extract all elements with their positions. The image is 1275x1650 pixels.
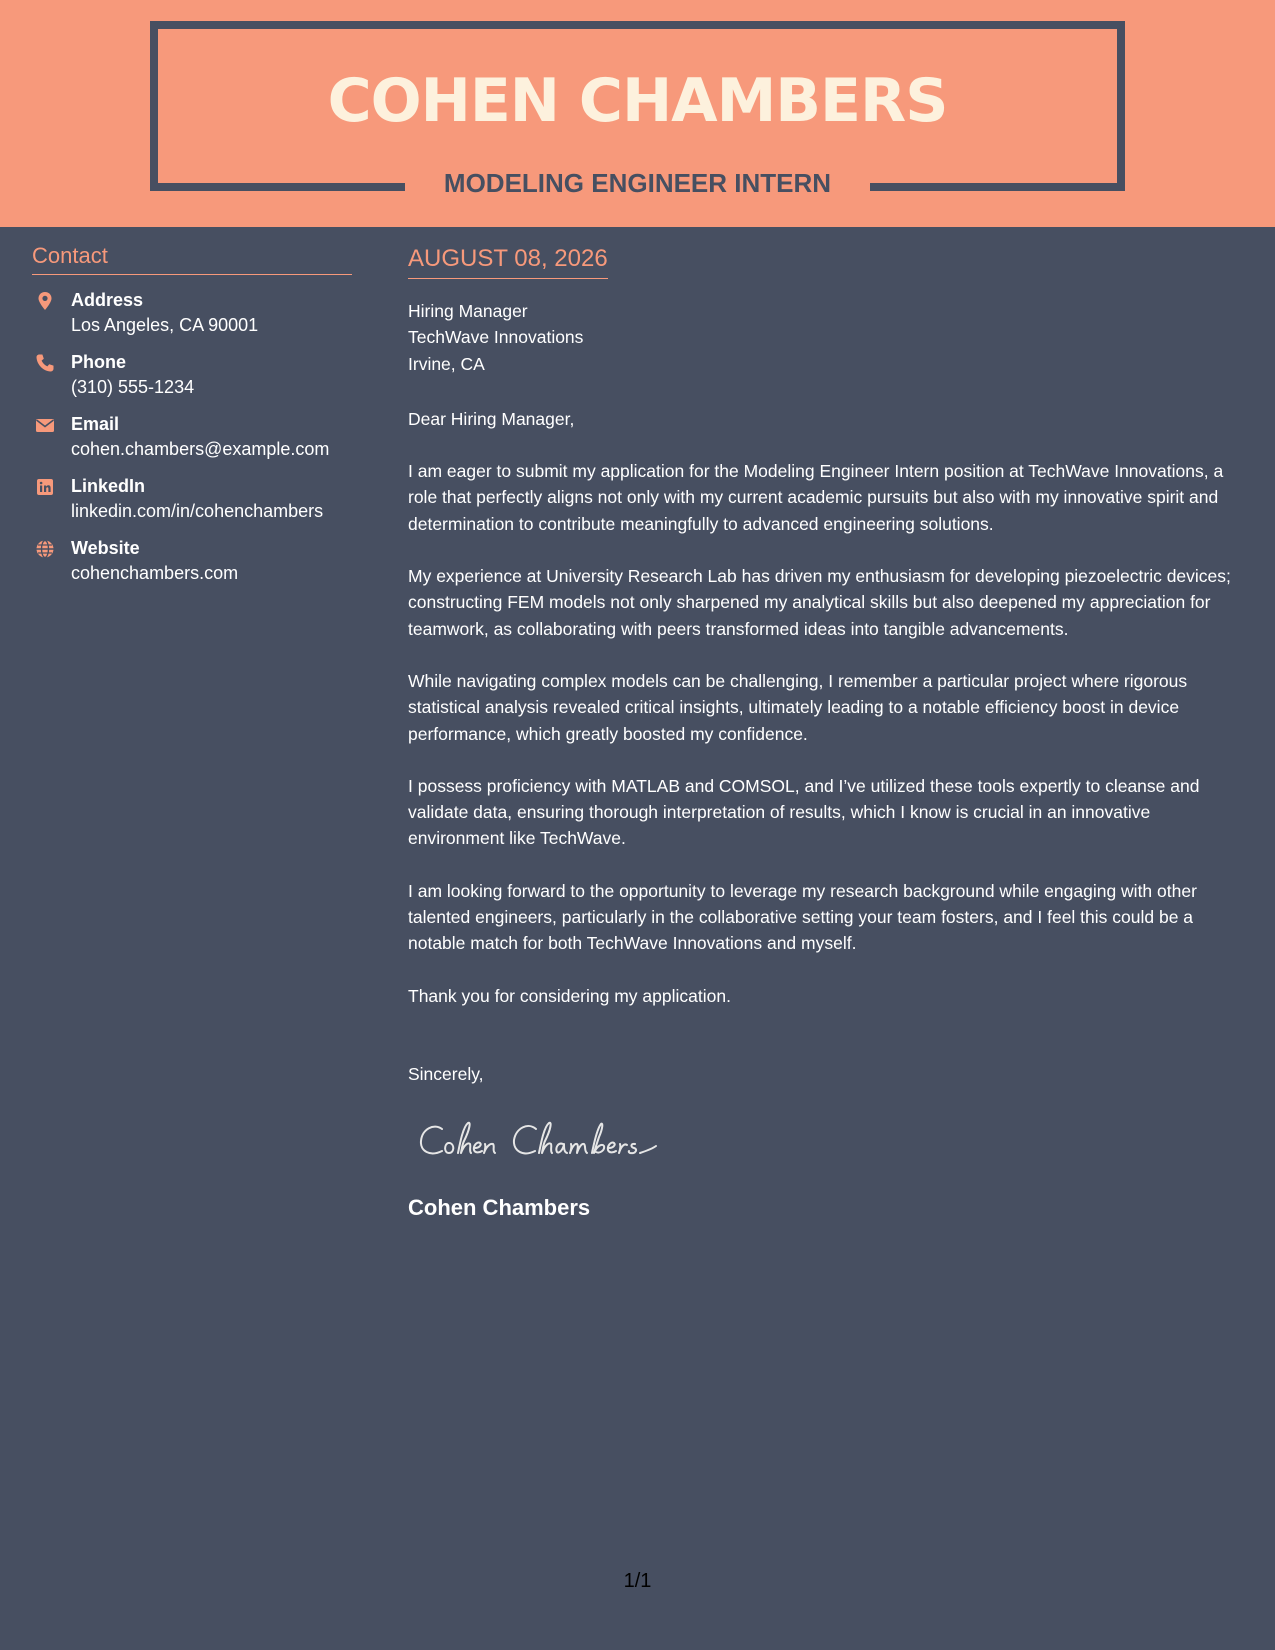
paragraph: My experience at University Research Lab has driven my enthusiasm for developing piezoelectric devices; constructing FEM models not only sharpened my analytical skills but also deepened my appreciation for teamwork, as collaborating with peers transformed ideas into tangible advancements.: [408, 566, 1231, 639]
paragraph: While navigating complex models can be challenging, I remember a particular project where rigorous statistical analysis revealed critical insights, ultimately leading to a notable efficiency boost in device performance, which greatly boosted my confidence.: [408, 670, 1188, 744]
contact-item-linkedin: [32, 473, 352, 524]
linkedin-icon: [35, 477, 55, 497]
recipient-block: [408, 298, 1248, 377]
recipient-location: Irvine, CA: [408, 353, 485, 374]
letter-date: AUGUST 08, 2026: [408, 242, 608, 279]
globe-icon: [35, 539, 55, 559]
paragraph: Thank you for considering my application.: [408, 985, 731, 1006]
linkedin-value: linkedin.com/in/cohenchambers: [71, 501, 324, 521]
signer-name: Cohen Chambers: [408, 1194, 591, 1220]
job-title: MODELING ENGINEER INTERN: [443, 168, 832, 198]
email-value: cohen.chambers@example.com: [71, 439, 330, 459]
phone-value: (310) 555-1234: [71, 377, 195, 397]
candidate-name: COHEN CHAMBERS: [327, 66, 948, 136]
address-value: Los Angeles, CA 90001: [71, 315, 259, 335]
contact-sidebar: [32, 240, 352, 597]
header-band: [0, 0, 1275, 227]
contact-label: Email: [71, 414, 120, 434]
website-value: cohenchambers.com: [71, 563, 239, 583]
signature: [416, 1115, 676, 1165]
paragraph: I am looking forward to the opportunity to leverage my research background while engaging with other talented engineers, particularly in the collaborative setting your team fosters, and I feel this could be a notable match for both TechWave Innovations and myself.: [408, 880, 1197, 954]
letter-body: [408, 242, 1248, 1223]
contact-item-email: [32, 411, 352, 462]
phone-icon: [35, 353, 55, 373]
recipient-company: TechWave Innovations: [408, 327, 584, 348]
contact-label: Phone: [71, 352, 127, 372]
page-number: 1/1: [623, 1570, 652, 1592]
paragraph: I possess proficiency with MATLAB and COMSOL, and I’ve utilized these tools expertly to cleanse and validate data, ensuring thorough interpretation of results, which I know is crucial in an innovative environment like TechWave.: [408, 775, 1200, 849]
map-pin-icon: [35, 291, 55, 311]
contact-item-phone: [32, 349, 352, 400]
contact-heading: Contact: [32, 240, 352, 275]
closing: Sincerely,: [408, 1063, 484, 1084]
contact-label: Address: [71, 290, 144, 310]
contact-label: Website: [71, 538, 140, 558]
salutation: Dear Hiring Manager,: [408, 408, 575, 429]
recipient-name: Hiring Manager: [408, 301, 528, 321]
contact-label: LinkedIn: [71, 476, 146, 496]
contact-item-website: [32, 535, 352, 586]
envelope-icon: [35, 415, 55, 435]
contact-item-address: [32, 287, 352, 338]
paragraph: I am eager to submit my application for the Modeling Engineer Intern position at TechWave Innovations, a role that perfectly aligns not only with my current academic pursuits but also with my innovative spirit and determination to contribute meaningfully to advanced engineering solutions.: [408, 461, 1224, 534]
